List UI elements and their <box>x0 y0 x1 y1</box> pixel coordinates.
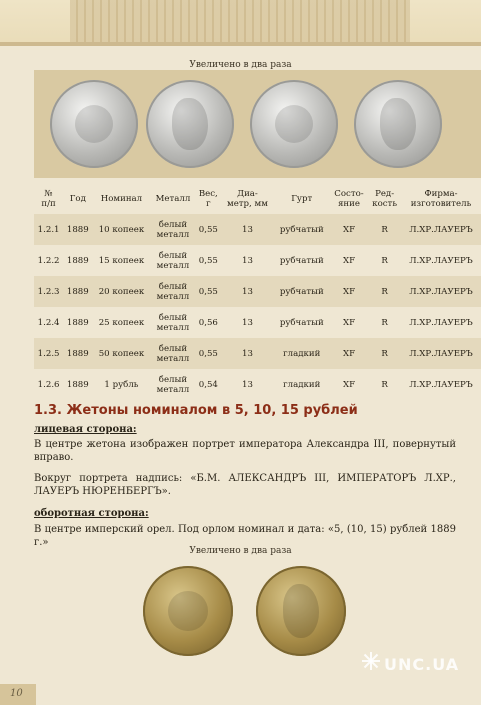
table-cell: белый металл <box>151 245 196 276</box>
table-row <box>34 276 481 307</box>
table-cell: белый металл <box>151 307 196 338</box>
table-cell: 1889 <box>63 214 92 245</box>
table-cell: 13 <box>221 276 273 307</box>
table-cell: Л.ХР.ЛАУЕРЪ <box>401 214 481 245</box>
page-number: 10 <box>10 688 23 699</box>
table-cell: белый металл <box>151 214 196 245</box>
table-cell: R <box>368 369 401 400</box>
gold-coin-eagle-icon <box>143 566 233 656</box>
table-cell: белый металл <box>151 369 196 400</box>
table-cell: Л.ХР.ЛАУЕРЪ <box>401 338 481 369</box>
table-cell: 0,56 <box>195 307 221 338</box>
table-cell: 0,55 <box>195 338 221 369</box>
table-cell: рубчатый <box>274 276 330 307</box>
table-cell: 13 <box>221 369 273 400</box>
table-cell: 15 копеек <box>92 245 150 276</box>
table-row <box>34 245 481 276</box>
table-cell: XF <box>330 245 368 276</box>
table-cell: рубчатый <box>274 214 330 245</box>
silver-coin-eagle-icon <box>50 80 138 168</box>
table-cell: гладкий <box>274 338 330 369</box>
table-cell: Л.ХР.ЛАУЕРЪ <box>401 245 481 276</box>
silver-coin-portrait-icon <box>354 80 442 168</box>
header-building-engraving <box>0 0 481 46</box>
table-cell: 1.2.4 <box>34 307 63 338</box>
table-cell: 1.2.6 <box>34 369 63 400</box>
table-cell: Л.ХР.ЛАУЕРЪ <box>401 369 481 400</box>
table-cell: R <box>368 307 401 338</box>
table-cell: 25 копеек <box>92 307 150 338</box>
table-row <box>34 214 481 245</box>
reverse-heading: оборотная сторона: <box>34 508 149 519</box>
table-cell: 1889 <box>63 369 92 400</box>
obverse-text-2: Вокруг портрета надпись: «Б.М. АЛЕКСАНДРЪ III, ИМПЕРАТОРЪ Л.ХР., ЛАУЕРЪ НЮРЕНБЕРГЪ». <box>34 473 456 497</box>
watermark-logo-icon <box>360 650 382 672</box>
table-cell: R <box>368 214 401 245</box>
silver-coin-eagle-icon <box>250 80 338 168</box>
table-cell: 1.2.2 <box>34 245 63 276</box>
table-cell: белый металл <box>151 338 196 369</box>
table-cell: R <box>368 276 401 307</box>
section-title: 1.3. Жетоны номиналом в 5, 10, 15 рублей <box>34 403 358 418</box>
table-cell: 13 <box>221 307 273 338</box>
table-cell: 13 <box>221 245 273 276</box>
table-cell: 1 рубль <box>92 369 150 400</box>
table-row <box>34 307 481 338</box>
coins-table <box>34 184 481 400</box>
col-condition: Состо- яние <box>330 184 368 214</box>
table-cell: 0,55 <box>195 245 221 276</box>
col-maker: Фирма- изготовитель <box>401 184 481 214</box>
table-cell: 1.2.1 <box>34 214 63 245</box>
table-cell: XF <box>330 276 368 307</box>
table-cell: R <box>368 338 401 369</box>
table-header-row <box>34 184 481 214</box>
caption-enlarged-top: Увеличено в два раза <box>189 60 292 70</box>
table-cell: Л.ХР.ЛАУЕРЪ <box>401 276 481 307</box>
table-cell: 20 копеек <box>92 276 150 307</box>
table-cell: 0,55 <box>195 276 221 307</box>
table-cell: 1889 <box>63 307 92 338</box>
table-row <box>34 369 481 400</box>
table-row <box>34 338 481 369</box>
table-cell: 10 копеек <box>92 214 150 245</box>
table-cell: 1889 <box>63 245 92 276</box>
reverse-text: В центре имперский орел. Под орлом номинал и дата: «5, (10, 15) рублей 1889 г.» <box>34 524 456 548</box>
table-cell: 50 копеек <box>92 338 150 369</box>
col-denomination: Номинал <box>92 184 150 214</box>
obverse-heading: лицевая сторона: <box>34 424 137 435</box>
col-metal: Металл <box>151 184 196 214</box>
table-cell: XF <box>330 307 368 338</box>
col-diameter: Диа- метр, мм <box>221 184 273 214</box>
silver-coin-portrait-icon <box>146 80 234 168</box>
watermark: UNC.UA <box>384 655 460 674</box>
table-cell: XF <box>330 214 368 245</box>
col-rarity: Ред- кость <box>368 184 401 214</box>
table-cell: белый металл <box>151 276 196 307</box>
obverse-text-1: В центре жетона изображен портрет императора Александра III, повернутый вправо. <box>34 439 456 463</box>
table-cell: 13 <box>221 338 273 369</box>
table-cell: 1889 <box>63 338 92 369</box>
table-cell: 0,54 <box>195 369 221 400</box>
table-cell: 1889 <box>63 276 92 307</box>
table-cell: XF <box>330 338 368 369</box>
table-cell: 13 <box>221 214 273 245</box>
table-cell: Л.ХР.ЛАУЕРЪ <box>401 307 481 338</box>
col-no: № п/п <box>34 184 63 214</box>
table-cell: 1.2.3 <box>34 276 63 307</box>
table-cell: рубчатый <box>274 307 330 338</box>
col-year: Год <box>63 184 92 214</box>
table-cell: 1.2.5 <box>34 338 63 369</box>
table-cell: 0,55 <box>195 214 221 245</box>
table-cell: R <box>368 245 401 276</box>
col-edge: Гурт <box>274 184 330 214</box>
table-cell: гладкий <box>274 369 330 400</box>
col-weight: Вес, г <box>195 184 221 214</box>
table-cell: XF <box>330 369 368 400</box>
caption-enlarged-bottom: Увеличено в два раза <box>189 546 292 556</box>
table-cell: рубчатый <box>274 245 330 276</box>
gold-coin-portrait-icon <box>256 566 346 656</box>
